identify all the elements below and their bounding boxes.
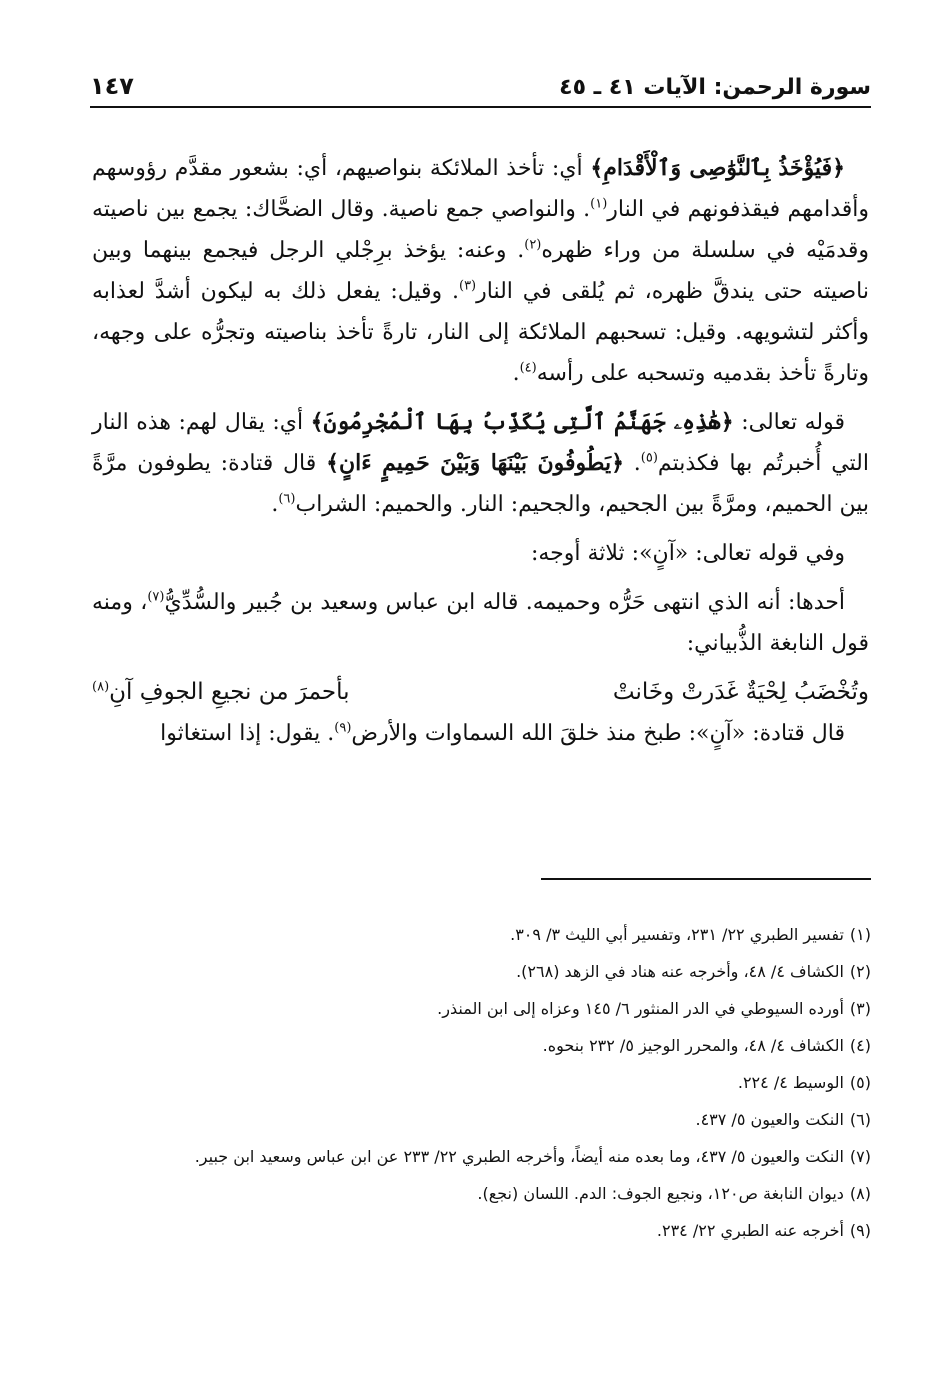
footnote-7 bbox=[92, 1140, 871, 1174]
paragraph-text: . وقيل: يفعل ذلك به ليكون أشدَّ لعذابه وأكثر لتشويهه. وقيل: تسحبهم الملائكة إلى النار، تارةً تأخذ بناصيته وتجرُّه على وجهه، وتارةً تأخذ بقدميه وتسحبه على رأسه bbox=[92, 279, 869, 386]
footnote-1 bbox=[92, 918, 871, 952]
footnote-ref: (٩) bbox=[334, 720, 352, 736]
paragraph-text: ، ومنه قول النابغة الذُّبياني: bbox=[92, 590, 869, 656]
paragraph-4 bbox=[92, 582, 869, 664]
footnote-9 bbox=[92, 1214, 871, 1248]
footnote-ref: (٦) bbox=[278, 491, 296, 507]
footnote-ref: (١) bbox=[590, 196, 608, 212]
footnote-ref: (٢) bbox=[524, 237, 542, 253]
main-text bbox=[92, 148, 869, 754]
footnote-number: (٢) bbox=[849, 962, 871, 981]
footnote-4 bbox=[92, 1029, 871, 1063]
footnote-number: (١) bbox=[849, 925, 871, 944]
paragraph-text: . والنواصي جمع ناصية. وقال الضحَّاك: يجمع بين ناصيته وقدمَيْه في سلسلة من وراء ظهره bbox=[92, 197, 869, 263]
footnote-text: أخرجه عنه الطبري ٢٢/ ٢٣٤. bbox=[656, 1221, 844, 1240]
footnote-text: الكشاف ٤/ ٤٨، والمحرر الوجيز ٥/ ٢٣٢ بنحوه. bbox=[542, 1036, 844, 1055]
verse-second-hemistich bbox=[92, 672, 350, 713]
paragraph-5 bbox=[92, 713, 869, 754]
footnote-5 bbox=[92, 1066, 871, 1100]
paragraph-text: . bbox=[271, 492, 279, 517]
verse-first-hemistich: وتُخْضَبُ لِحْيَةٌ غَدَرتْ وخَانتْ bbox=[612, 679, 869, 705]
footnote-ref: (٥) bbox=[640, 450, 658, 466]
paragraph-text: أي: تأخذ الملائكة بنواصيهم، أي: بشعور مقدَّم رؤوسهم وأقدامهم فيقذفونهم في النار bbox=[92, 156, 870, 222]
footnote-ref: (٤) bbox=[519, 360, 537, 376]
quran-verse: ﴿هَٰذِهِۦ جَهَنَّمُ ٱلَّتِى يُكَذِّبُ بِهَا ٱلْمُجْرِمُونَ﴾ bbox=[310, 409, 734, 435]
verse-text: بأحمرَ من نجيعِ الجوفِ آنِ bbox=[109, 679, 350, 705]
page-header bbox=[90, 62, 871, 108]
paragraph-text: . وعنه: يؤخذ برِجْلي الرجل فيجمع بينهما وبين ناصيته حتى يندقَّ ظهره، ثم يُلقى في النار bbox=[92, 238, 869, 304]
footnotes-list bbox=[92, 918, 871, 1251]
paragraph-text: . bbox=[512, 361, 520, 386]
footnote-number: (٦) bbox=[849, 1110, 871, 1129]
paragraph-text: قال قتادة: «آنٍ»: طبخ منذ خلقَ الله السماوات والأرض bbox=[351, 721, 845, 746]
footnote-text: النكت والعيون ٥/ ٤٣٧. bbox=[695, 1110, 844, 1129]
poetry-verse bbox=[92, 672, 869, 713]
paragraph-1 bbox=[92, 148, 869, 394]
footnote-number: (٣) bbox=[849, 999, 871, 1018]
footnote-number: (٤) bbox=[849, 1036, 871, 1055]
footnote-number: (٥) bbox=[849, 1073, 871, 1092]
footnote-2 bbox=[92, 955, 871, 989]
footnote-ref: (٨) bbox=[92, 679, 110, 695]
paragraph-3: وفي قوله تعالى: «آنٍ»: ثلاثة أوجه: bbox=[530, 541, 845, 566]
footnote-text: أورده السيوطي في الدر المنثور ٦/ ١٤٥ وعزاه إلى ابن المنذر. bbox=[437, 999, 844, 1018]
quran-verse: ﴿يَطُوفُونَ بَيْنَهَا وَبَيْنَ حَمِيمٍ ءَانٍ﴾ bbox=[326, 450, 624, 476]
paragraph-text: أحدها: أنه الذي انتهى حَرُّه وحميمه. قاله ابن عباس وسعيد بن جُبير والسُّدِّيُّ bbox=[164, 590, 846, 615]
footnote-text: الوسيط ٤/ ٢٢٤. bbox=[737, 1073, 844, 1092]
page-number: ١٤٧ bbox=[90, 72, 134, 100]
quran-verse: ﴿فَيُؤْخَذُ بِٱلنَّوَٰصِى وَٱلْأَقْدَامِ﴾ bbox=[590, 155, 845, 181]
footnote-text: النكت والعيون ٥/ ٤٣٧، وما بعده منه أيضاً، وأخرجه الطبري ٢٢/ ٢٣٣ عن ابن عباس وسعيد ابن جبير. bbox=[194, 1147, 844, 1166]
footnote-text: ديوان النابغة ص١٢٠، ونجيع الجوف: الدم. اللسان (نجع). bbox=[477, 1184, 844, 1203]
footnote-ref: (٣) bbox=[458, 278, 477, 294]
footnote-ref: (٧) bbox=[147, 589, 165, 605]
footnote-number: (٩) bbox=[849, 1221, 871, 1240]
running-title: سورة الرحمن: الآيات ٤١ ـ ٤٥ bbox=[559, 75, 871, 100]
paragraph-text: قوله تعالى: bbox=[733, 410, 845, 435]
footnote-3 bbox=[92, 992, 871, 1026]
footnote-number: (٨) bbox=[849, 1184, 871, 1203]
footnote-number: (٧) bbox=[849, 1147, 871, 1166]
paragraph-text: قال قتادة: يطوفون مرَّةً بين الحميم، ومرَّةً بين الجحيم، والجحيم: النار. والحميم: الشراب bbox=[92, 451, 869, 517]
paragraph-2 bbox=[92, 402, 869, 525]
paragraph-text: أي: يقال لهم: هذه النار التي أُخبرتُم بها فكذبتم bbox=[92, 410, 869, 476]
footnote-6 bbox=[92, 1103, 871, 1137]
paragraph-text: . bbox=[623, 451, 641, 476]
footnote-text: تفسير الطبري ٢٢/ ٢٣١، وتفسير أبي الليث ٣/ ٣٠٩. bbox=[510, 925, 844, 944]
footnote-8 bbox=[92, 1177, 871, 1211]
footnote-separator bbox=[541, 878, 871, 880]
footnote-text: الكشاف ٤/ ٤٨، وأخرجه عنه هناد في الزهد (٢٦٨). bbox=[516, 962, 844, 981]
paragraph-text: . يقول: إذا استغاثوا bbox=[160, 721, 335, 746]
